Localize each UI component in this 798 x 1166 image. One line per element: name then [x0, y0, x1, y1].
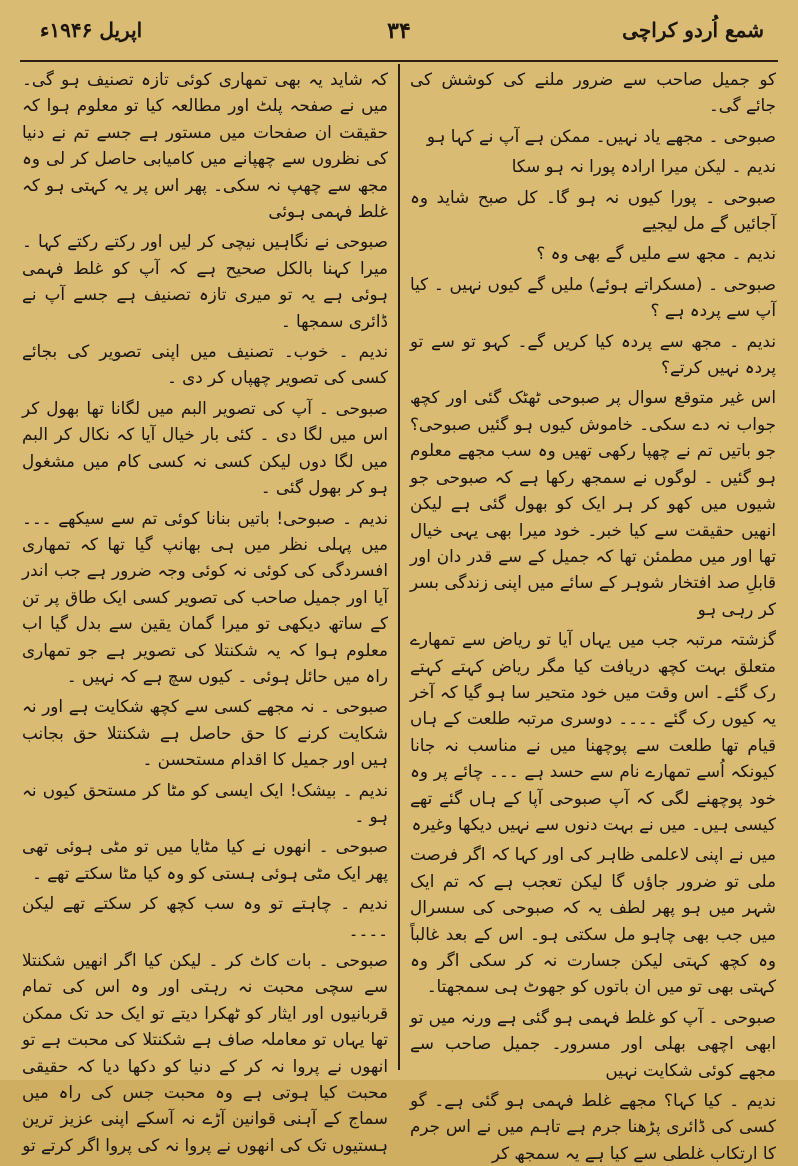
paragraph: ندیم ۔ کیا کہا؟ مجھے غلط فہمی ہو گئی ہے۔ گو کسی کی ڈائری پڑھنا جرم ہے تاہم میں نے اس جرم کا ارتکاب غلطی سے کیا ہے یہ سمجھ کر	[410, 1090, 776, 1163]
paragraph: صبوحی ۔ مجھے یاد نہیں۔ ممکن ہے آپ نے کہا ہو	[426, 125, 776, 146]
paragraph: صبوحی ۔ انھوں نے کیا مٹایا میں تو مٹی ہوئی تھی پھر ایک مٹی ہوئی ہستی کو وہ کیا مٹا سکتے تھے ۔	[22, 836, 388, 883]
left-column	[22, 66, 388, 1155]
paragraph: ندیم ۔ چاہتے تو وہ سب کچھ کر سکتے تھے لیکن ۔۔۔۔	[22, 893, 388, 940]
paragraph: صبوحی ۔ بات کاٹ کر ۔ لیکن کیا اگر انھیں شکنتلا سے سچی محبت نہ رہتی اور وہ اس کی تمام قربانیوں اور ایثار کو ٹھکرا دیتے تو ایک حد تک ممکن تھا یہاں تو معاملہ صاف ہے شکنتلا کی محبت ہے تو انھوں نے پروا نہ کر کے دنیا کو دکھا دیا کہ حقیقی محبت کیا ہوتی ہے وہ محبت جس کی راہ میں سماج کے آہنی قوانین آڑے نہ آسکے اپنی عزیز ترین ہستیوں تک کی انھوں نے پروا نہ کی پروا اگر کرتے تو	[22, 950, 388, 1155]
right-column	[410, 66, 776, 1163]
paragraph: صبوحی ۔ آپ کو غلط فہمی ہو گئی ہے ورنہ میں تو ابھی اچھی بھلی اور مسرور۔ جمیل صاحب سے مجھے کوئی شکایت نہیں	[410, 1006, 776, 1080]
paragraph: ندیم ۔ مجھ سے پردہ کیا کریں گے۔ کہو تو سے تو پردہ نہیں کرتے؟	[410, 330, 776, 378]
paragraph: ندیم ۔ مجھ سے ملیں گے بھی وہ ؟	[536, 243, 776, 264]
paragraph: صبوحی ۔ آپ کی تصویر البم میں لگانا تھا بھول کر اس میں لگا دی ۔ کئی بار خیال آیا کہ نکال کر البم میں لگا دوں لیکن کسی نہ کسی کام میں مشغول ہو کر بھول گئی ۔	[22, 397, 388, 498]
paragraph: میں نے اپنی لاعلمی ظاہر کی اور کہا کہ اگر فرصت ملی تو ضرور جاؤں گا لیکن تعجب ہے کہ تم ایک شہر میں ہو پھر لطف یہ کہ صبوحی کی سسرال میں جب بھی چاہو مل سکتی ہو۔ اس کے بعد غالباً وہ کچھ کہتی لیکن جسارت نہ کر سکی اگر وہ کہتی بھی تو میں ان باتوں کو جھوٹ ہی سمجھتا۔	[410, 844, 776, 997]
paragraph: صبوحی ۔ (مسکراتے ہوئے) ملیں گے کیوں نہیں ۔ کیا آپ سے پردہ ہے ؟	[410, 273, 776, 321]
paragraph: اس غیر متوقع سوال پر صبوحی ٹھٹک گئی اور کچھ جواب نہ دے سکی۔ خاموش کیوں ہو گئیں صبوحی؟ جو باتیں تم نے چھپا رکھی تھیں وہ سب مجھے معلوم ہو گئیں ۔ لوگوں نے سمجھ رکھا ہے کہ صبوحی جو شیوں میں کھو کر ہر ایک کو بھول گئی ہے لیکن انھیں حقیقت سے کیا خبر۔ خود میرا بھی یہی خیال تھا اور میں مطمئن تھا کہ جمیل کے سے قدر دان اور قابلِ صد افتخار شوہر کے سائے میں اپنی زندگی بسر کر رہی ہو	[410, 387, 776, 619]
paragraph: کو جمیل صاحب سے ضرور ملنے کی کوشش کی جائے گی۔	[410, 69, 776, 116]
paragraph: صبوحی ۔ پورا کیوں نہ ہو گا۔ کل صبح شاید وہ آجائیں گے مل لیجیے	[410, 186, 776, 234]
paragraph: ندیم ۔ صبوحی! باتیں بنانا کوئی تم سے سیکھے ۔۔۔ میں پہلی نظر میں ہی بھانپ گیا تھا کہ تمھاری افسردگی کی کوئی نہ کوئی وجہ ضرور ہے جب اندر آیا اور جمیل صاحب کی تصویر کسی ایک طاق پر تن کے ساتھ دیکھی تو میرا گمان یقین سے بدل گیا اب معلوم ہوا کہ یہ شکنتلا کی تصویر ہے جو تمھاری راہ میں حائل ہوئی ۔ کیوں سچ ہے کہ نہیں ۔	[22, 507, 388, 686]
paragraph: ندیم ۔ لیکن میرا ارادہ پورا نہ ہو سکا	[511, 156, 776, 177]
paragraph: صبوحی نے نگاہیں نیچی کر لیں اور رکتے رکتے کہا ۔ میرا کہنا بالکل صحیح ہے کہ آپ کو غلط فہمی ہوئی ہے یہ تو میری تازہ تصنیف ہے جسے آپ نے ڈائری سمجھا ۔	[22, 231, 388, 331]
issue-date: اپریل ۱۹۴۶ء	[40, 18, 143, 42]
paragraph: صبوحی ۔ نہ مجھے کسی سے کچھ شکایت ہے اور نہ شکایت کرنے کا حق حاصل ہے شکنتلا حق بجانب ہیں اور جمیل کا اقدام مستحسن ۔	[22, 696, 388, 770]
paragraph: ندیم ۔ بیشک! ایک ایسی کو مٹا کر مستحق کیوں نہ ہو ۔	[22, 779, 388, 826]
paragraph: ندیم ۔ خوب۔ تصنیف میں اپنی تصویر کی بجائے کسی کی تصویر چھپاں کر دی ۔	[22, 341, 388, 388]
paragraph: گزشتہ مرتبہ جب میں یہاں آیا تو ریاض سے تمھارے متعلق بہت کچھ دریافت کیا مگر ریاض کہتے کہتے رک گئے۔ اس وقت میں خود متحیر سا ہو گیا کہ آخر یہ کیوں رک گئے ۔۔۔۔ دوسری مرتبہ طلعت کے ہاں قیام تھا طلعت سے پوچھنا میں نے مناسب نہ جانا کیونکہ اُسے تمھارے نام سے حسد ہے ۔۔۔ چائے پر وہ خود پوچھنے لگی کہ آپ صبوحی آپا کے ہاں گئے تھے کیسی ہیں۔ میں نے بہت دنوں سے نہیں دیکھا وغیرہ	[410, 629, 776, 834]
magazine-title: شمع اُردو کراچی	[622, 18, 764, 42]
column-divider	[398, 64, 400, 1070]
page-number: ۳۴	[387, 18, 411, 44]
paragraph: کہ شاید یہ بھی تمھاری کوئی تازہ تصنیف ہو گی۔ میں نے صفحہ پلٹ اور مطالعہ کیا تو معلوم ہوا کہ حقیقت ان صفحات میں مستور ہے جسے تم نے دنیا کی نظروں سے چھپانے میں کامیابی حاصل کر لی وہ مجھ سے چھپ نہ سکی۔ پھر اس پر یہ کہتی ہو کہ غلط فہمی ہوئی	[22, 69, 388, 222]
page-header	[20, 8, 778, 62]
